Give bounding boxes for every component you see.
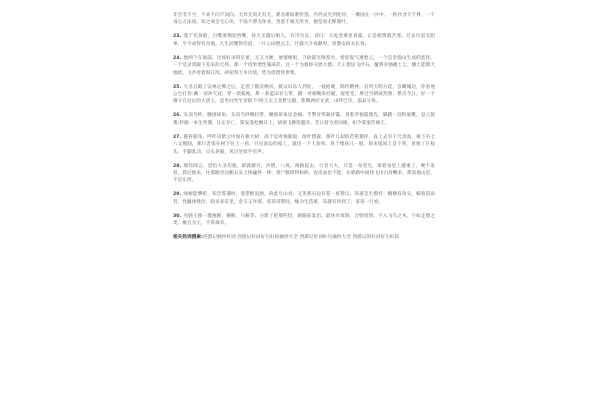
related-keywords: [173, 234, 435, 241]
paragraph-text: 他两个在洞前，这场好杀得京蕾，无五力硬，展情相恨，刀砍霜光唯烈火。枪迎锐气透愁云。一个是金锦山生成的恶怪，一个是灵霄殿下差来的天将。那一个因果增性施威武，这一个为救师灾展大德。天王便送飞沙石，魔将争强播土尘。播土能教天地暗，飞沙善着海江浑。两家努力争功绩，皆为唐僧拜世尊。: [173, 55, 435, 76]
intro-paragraph: 非空非不空，不来不向不回向。无异无同无有无，难舍难取难听望。内外灵光到处同，一佛国在一沙中。一粒沙含大千界，一个身心万法同。知之须会无心诀，不染不滞为净业。善恶千端无所为，便是南无释迦叶。: [173, 13, 435, 26]
paragraph-text: 夹脑王围一群猕猴，猴猴，马猴等，分派了把那些怪，朝跟前发出。最快水帘洞，合壁同情，不入飞鸟之木，不如走脸之类，猴自为王，不得离草。: [173, 213, 435, 227]
paragraph-number: 24.: [173, 55, 182, 61]
paragraph-28: [173, 163, 435, 185]
paragraph-text: 那怪闻言，恐怕大圣伤他，即就解开，沙僧、八戒，两路起去，行者力大，只觉一身金光，罩着身里上越重了，硬不发怒，抓过他来，往那路旁边鹅石头上摔磕得一摔，将尸骸摔得粉碎，连皮血也不能，在那路中间扬飞出白骨鞭来，那泥地山里，不是东西。: [173, 163, 435, 184]
paragraph-number: 25.: [173, 84, 182, 90]
paragraph-text: 绿树能攀折，知音誓遇时，遥望惟浪舫，故此号山君。又见那石边有苍一座赞议，你道怎生模样：稠楼双角尖，编着雷雨背，性躁体胜俭，圆多多花里，金玉又作那，哥哥哥帮同，缘为生活难，乐趣有时到了，哥哥一行看。: [173, 192, 435, 205]
paragraph-25: [173, 84, 435, 106]
paragraph-text: 鹿苔鹿角，呼吓见紫云中间有根大树，高个是青梅鹿般，绿叶碧森，那叶儿却似芭蕉模样，直上去有千尺余高，根下有七八丈围圆，那行者依在树下往上一看，只见南边的枝上，露出一个人参果，真个像孩儿一般，原来尾间上是个蒂，看他了在枝头，手脚乱动，点头晃脑，风过处似乎有声。: [173, 134, 435, 155]
related-keywords-links[interactable]: 西游记摘抄好词 西游记好词好句好段摘抄大全 西游记好词好句摘抄大全 西游记的好词好句好段: [202, 235, 400, 241]
paragraph-number: 30.: [173, 213, 182, 219]
paragraph-30: [173, 213, 435, 228]
paragraph-number: 28.: [173, 163, 182, 169]
paragraph-number: 27.: [173, 134, 182, 140]
paragraph-29: [173, 191, 435, 206]
paragraph-26: [173, 112, 435, 127]
paragraph-24: [173, 55, 435, 77]
paragraph-27: [173, 134, 435, 156]
paragraph-number: 26.: [173, 113, 182, 119]
article-body: [173, 12, 435, 242]
paragraph-number: 29.: [173, 192, 182, 198]
related-keywords-label: 相关热词搜索:: [173, 235, 203, 241]
paragraph-number: 23.: [173, 34, 182, 40]
paragraph-23: [173, 33, 435, 48]
paragraph-text: 大圣自殿了安禅定佛之后，走进了数次唤风，被众识乐人到处，一枝枪硬，除传精神，有所天明方起，自瞰城边，你看他公生打扮:戴一顶冲天冠，穿一领猩袍，系一条蓝田君玉带，踏一对朝靴来挂履，貌堂堂，尊过当朝威烈照，系宫今日，好一个镇守在这后的大唐王，起坐问坐生帝群下!两王太王金紫宝殿，紫飘两府文武，山呼已毕，依品分班。: [173, 84, 435, 105]
paragraph-text: 头顶乌纱，腰围犀角，头顶乌纱飘轻带，腰围犀角显金厢。手擎牙笏凝祥霭，身着罗袍隐瑞光，脚踏一双粉底靴，登云促雾;怀揣一本生死簿，注定存亡。鬓发蓬松飘耳上，胡须飞舞绕腮旁。昔日曾为唐国相，如今掌案侍阎王。: [173, 113, 435, 126]
paragraph-text: 遥于托孩般，白鹭滑翔迎西鹰，孙大圣越后相人，有诗为证，诗曰：玉兔金乘显青霜，正是朝黄就苦寒。过去历道无阻事，至今成得有为地。几生而雅得浩道，一片心田绝点尘，甘露天开夜静时，管教安稳永长春。: [173, 34, 435, 47]
